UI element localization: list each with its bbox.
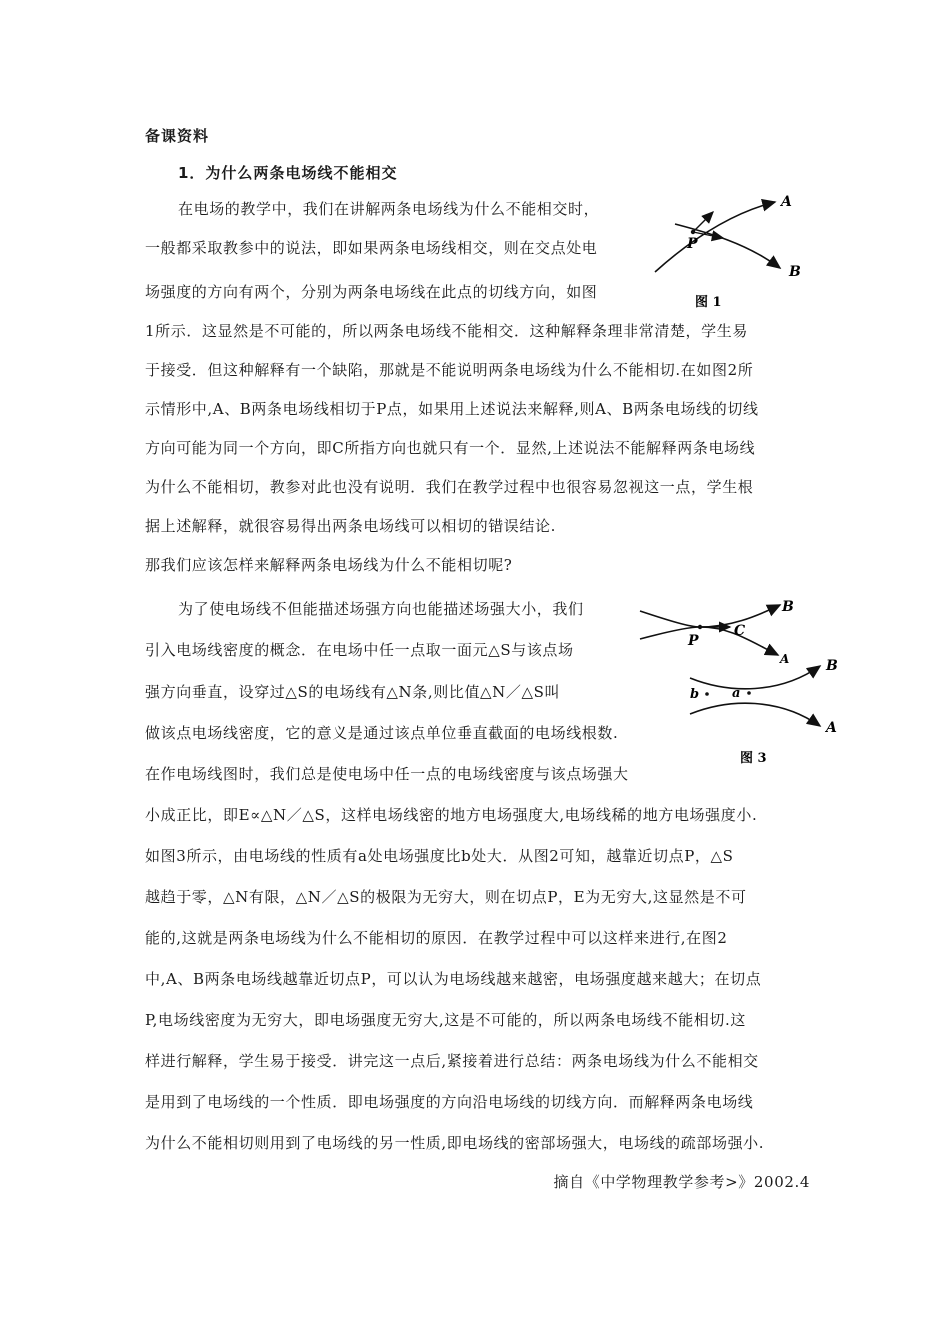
point-a [747, 691, 751, 695]
paragraph-line: 1所示．这显然是不可能的，所以两条电场线不能相交．这种解释条理非常清楚，学生易 [145, 322, 748, 340]
paragraph-line: 示情形中,A、B两条电场线相切于P点，如果用上述说法来解释,则A、B两条电场线的切线 [145, 400, 759, 418]
paragraph-line: 一般都采取教参中的说法，即如果两条电场线相交，则在交点处电 [145, 239, 598, 257]
paragraph-line: 强方向垂直，设穿过△S的电场线有△N条,则比值△N／△S叫 [145, 683, 561, 701]
paragraph-line: 能的,这就是两条电场线为什么不能相切的原因．在教学过程中可以这样来进行,在图2 [145, 929, 728, 947]
paragraph-line: 为什么不能相切，教参对此也没有说明．我们在教学过程中也很容易忽视这一点，学生根 [145, 478, 754, 496]
figure-1-caption: 图 1 [695, 295, 722, 310]
paragraph-line: 为了使电场线不但能描述场强方向也能描述场强大小，我们 [178, 600, 584, 618]
figure-1-diagram [645, 186, 815, 318]
field-line-b [640, 605, 780, 639]
paragraph-line: 引入电场线密度的概念．在电场中任一点取一面元△S与该点场 [145, 641, 574, 659]
label-b: B [789, 264, 801, 280]
label-p: P [687, 236, 698, 252]
paragraph-line: 如图3所示，由电场线的性质有a处电场强度比b处大．从图2可知，越靠近切点P，△S [145, 847, 734, 865]
label-a-line: A [826, 720, 837, 736]
paragraph-line: 样进行解释，学生易于接受．讲完这一点后,紧接着进行总结：两条电场线为什么不能相交 [145, 1052, 759, 1070]
paragraph-line: P,电场线密度为无穷大，即电场强度无穷大,这是不可能的，所以两条电场线不能相切.这 [145, 1011, 746, 1029]
paragraph-line: 在作电场线图时，我们总是使电场中任一点的电场线密度与该点场强大 [145, 765, 629, 783]
subtitle: 1．为什么两条电场线不能相交 [178, 164, 398, 182]
paragraph-line: 方向可能为同一个方向，即C所指方向也就只有一个．显然,上述说法不能解释两条电场线 [145, 439, 756, 457]
label-a: A [780, 652, 790, 666]
paragraph-line: 场强度的方向有两个，分别为两条电场线在此点的切线方向，如图 [145, 283, 598, 301]
section-title: 备课资料 [145, 127, 210, 145]
label-b-point: b [690, 687, 700, 702]
label-p: P [688, 633, 699, 649]
label-a: A [781, 194, 792, 210]
label-a-point: a [732, 686, 741, 701]
point-b [705, 692, 709, 696]
paragraph-line: 越趋于零，△N有限，△N／△S的极限为无穷大，则在切点P，E为无穷大,这显然是不可 [145, 888, 747, 906]
paragraph-line: 做该点电场线密度，它的意义是通过该点单位垂直截面的电场线根数. [145, 724, 619, 742]
paragraph-line: 在电场的教学中，我们在讲解两条电场线为什么不能相交时， [178, 200, 600, 218]
tangent-arrow-a [693, 212, 713, 232]
paragraph-line: 那我们应该怎样来解释两条电场线为什么不能相切呢? [145, 556, 513, 574]
label-c: C [734, 623, 746, 639]
paragraph-line: 于接受．但这种解释有一个缺陷，那就是不能说明两条电场线为什么不能相切.在如图2所 [145, 361, 754, 379]
source-citation: 摘自《中学物理教学参考>》2002.4 [553, 1173, 810, 1191]
point-p [698, 625, 702, 629]
field-line-a [690, 703, 820, 726]
label-b: B [782, 599, 794, 615]
paragraph-line: 是用到了电场线的一个性质．即电场强度的方向沿电场线的切线方向．而解释两条电场线 [145, 1093, 754, 1111]
paragraph-line: 据上述解释，就很容易得出两条电场线可以相切的错误结论. [145, 517, 556, 535]
paragraph-line: 中,A、B两条电场线越靠近切点P，可以认为电场线越来越密，电场强度越来越大；在切点 [145, 970, 762, 988]
point-p [691, 230, 695, 234]
field-line-b [690, 666, 820, 689]
figure-3-diagram [670, 650, 850, 770]
paragraph-line: 为什么不能相切则用到了电场线的另一性质,即电场线的密部场强大，电场线的疏部场强小. [145, 1134, 765, 1152]
paragraph-line: 小成正比，即E∝△N／△S，这样电场线密的地方电场强度大,电场线稀的地方电场强度小. [145, 806, 758, 824]
figure-3-caption: 图 3 [740, 751, 767, 766]
label-b-line: B [826, 658, 838, 674]
